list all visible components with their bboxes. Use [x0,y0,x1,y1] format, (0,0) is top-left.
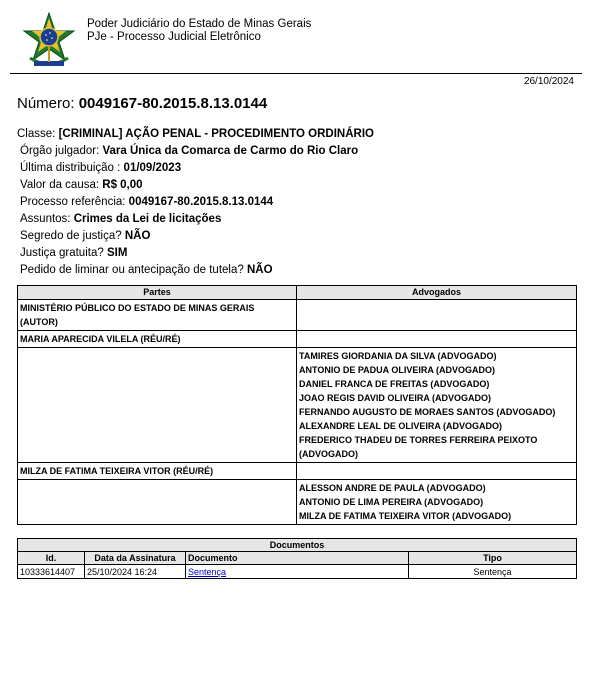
page-header [0,0,595,74]
field-pedido-liminar [17,262,374,279]
doc-cell [186,565,409,579]
process-info [17,126,374,279]
table-row [18,331,577,348]
advogado-item: ALESSON ANDRE DE PAULA (ADVOGADO) [299,483,486,493]
field-processo-referencia [17,194,374,211]
table-row [18,480,577,525]
table-title-row [18,539,577,552]
parte-cell: MILZA DE FATIMA TEIXEIRA VITOR (RÉU/RÉ) [18,463,297,480]
advogado-item: ANTONIO DE LIMA PEREIRA (ADVOGADO) [299,497,484,507]
field-label: Assuntos: [20,213,71,225]
column-header-tipo: Tipo [409,552,577,565]
advogado-item: ALEXANDRE LEAL DE OLIVEIRA (ADVOGADO) [299,421,503,431]
parte-cell [18,348,297,463]
field-label: Justiça gratuita? [20,247,104,259]
field-value: 01/09/2023 [123,162,182,174]
table-header-row [18,552,577,565]
field-justica-gratuita [17,245,374,262]
field-value: [CRIMINAL] AÇÃO PENAL - PROCEDIMENTO ORDINÁRIO [58,128,374,140]
column-header-id: Id. [18,552,85,565]
doc-type-cell: Sentença [409,565,577,579]
field-value: Vara Única da Comarca de Carmo do Rio Claro [102,145,359,157]
advogados-cell [297,300,577,331]
table-row [18,565,577,579]
table-header-row [18,286,577,300]
field-value: 0049167-80.2015.8.13.0144 [128,196,274,208]
brazil-coat-of-arms-icon [22,12,76,70]
column-header-partes: Partes [18,286,297,300]
advogado-item: MILZA DE FATIMA TEIXEIRA VITOR (ADVOGADO) [299,511,512,521]
field-label: Pedido de liminar ou antecipação de tutela? [20,264,244,276]
document-date: 26/10/2024 [523,76,574,87]
advogados-cell [297,348,577,463]
field-value: NÃO [246,264,273,276]
column-header-documento: Documento [186,552,409,565]
doc-id-cell: 10333614407 [18,565,85,579]
field-ultima-distribuicao [17,160,374,177]
field-label: Valor da causa: [20,179,100,191]
parte-cell [18,480,297,525]
column-header-advogados: Advogados [297,286,577,300]
field-value: NÃO [124,230,151,242]
doc-date-cell: 25/10/2024 16:24 [85,565,186,579]
table-row [18,348,577,463]
field-value: R$ 0,00 [102,179,143,191]
field-orgao-julgador [17,143,374,160]
field-label: Processo referência: [20,196,126,208]
advogados-cell [297,463,577,480]
org-line-1: Poder Judiciário do Estado de Minas Gerais [87,18,312,30]
documentos-title: Documentos [18,539,577,552]
field-value: SIM [106,247,128,259]
parte-cell: MARIA APARECIDA VILELA (RÉU/RÉ) [18,331,297,348]
advogado-item: FREDERICO THADEU DE TORRES FERREIRA PEIXOTO (ADVOGADO) [299,435,538,459]
advogado-item: JOAO REGIS DAVID OLIVEIRA (ADVOGADO) [299,393,492,403]
advogado-item: ANTONIO DE PADUA OLIVEIRA (ADVOGADO) [299,365,496,375]
advogado-item: FERNANDO AUGUSTO DE MORAES SANTOS (ADVOGADO) [299,407,556,417]
documentos-table [17,538,577,579]
organization-name [87,18,311,44]
advogado-item: TAMIRES GIORDANIA DA SILVA (ADVOGADO) [299,351,497,361]
field-label: Classe: [17,128,56,140]
parte-cell: MINISTÉRIO PÚBLICO DO ESTADO DE MINAS GERAIS (AUTOR) [18,300,297,331]
org-line-2: PJe - Processo Judicial Eletrônico [87,31,261,43]
header-divider [10,73,582,74]
field-assuntos [17,211,374,228]
field-classe [17,126,374,143]
advogados-cell [297,331,577,348]
process-number-value: 0049167-80.2015.8.13.0144 [78,95,268,112]
table-row [18,463,577,480]
process-number [17,95,267,112]
field-value: Crimes da Lei de licitações [73,213,222,225]
field-label: Segredo de justiça? [20,230,122,242]
field-label: Última distribuição : [20,162,121,174]
field-segredo-justica [17,228,374,245]
column-header-data-assinatura: Data da Assinatura [85,552,186,565]
advogado-item: DANIEL FRANCA DE FREITAS (ADVOGADO) [299,379,490,389]
process-number-label: Número: [17,95,75,112]
document-link[interactable]: Sentença [188,566,227,577]
table-row [18,300,577,331]
field-label: Órgão julgador: [20,145,100,157]
field-valor-causa [17,177,374,194]
partes-table [17,285,577,525]
advogados-cell [297,480,577,525]
